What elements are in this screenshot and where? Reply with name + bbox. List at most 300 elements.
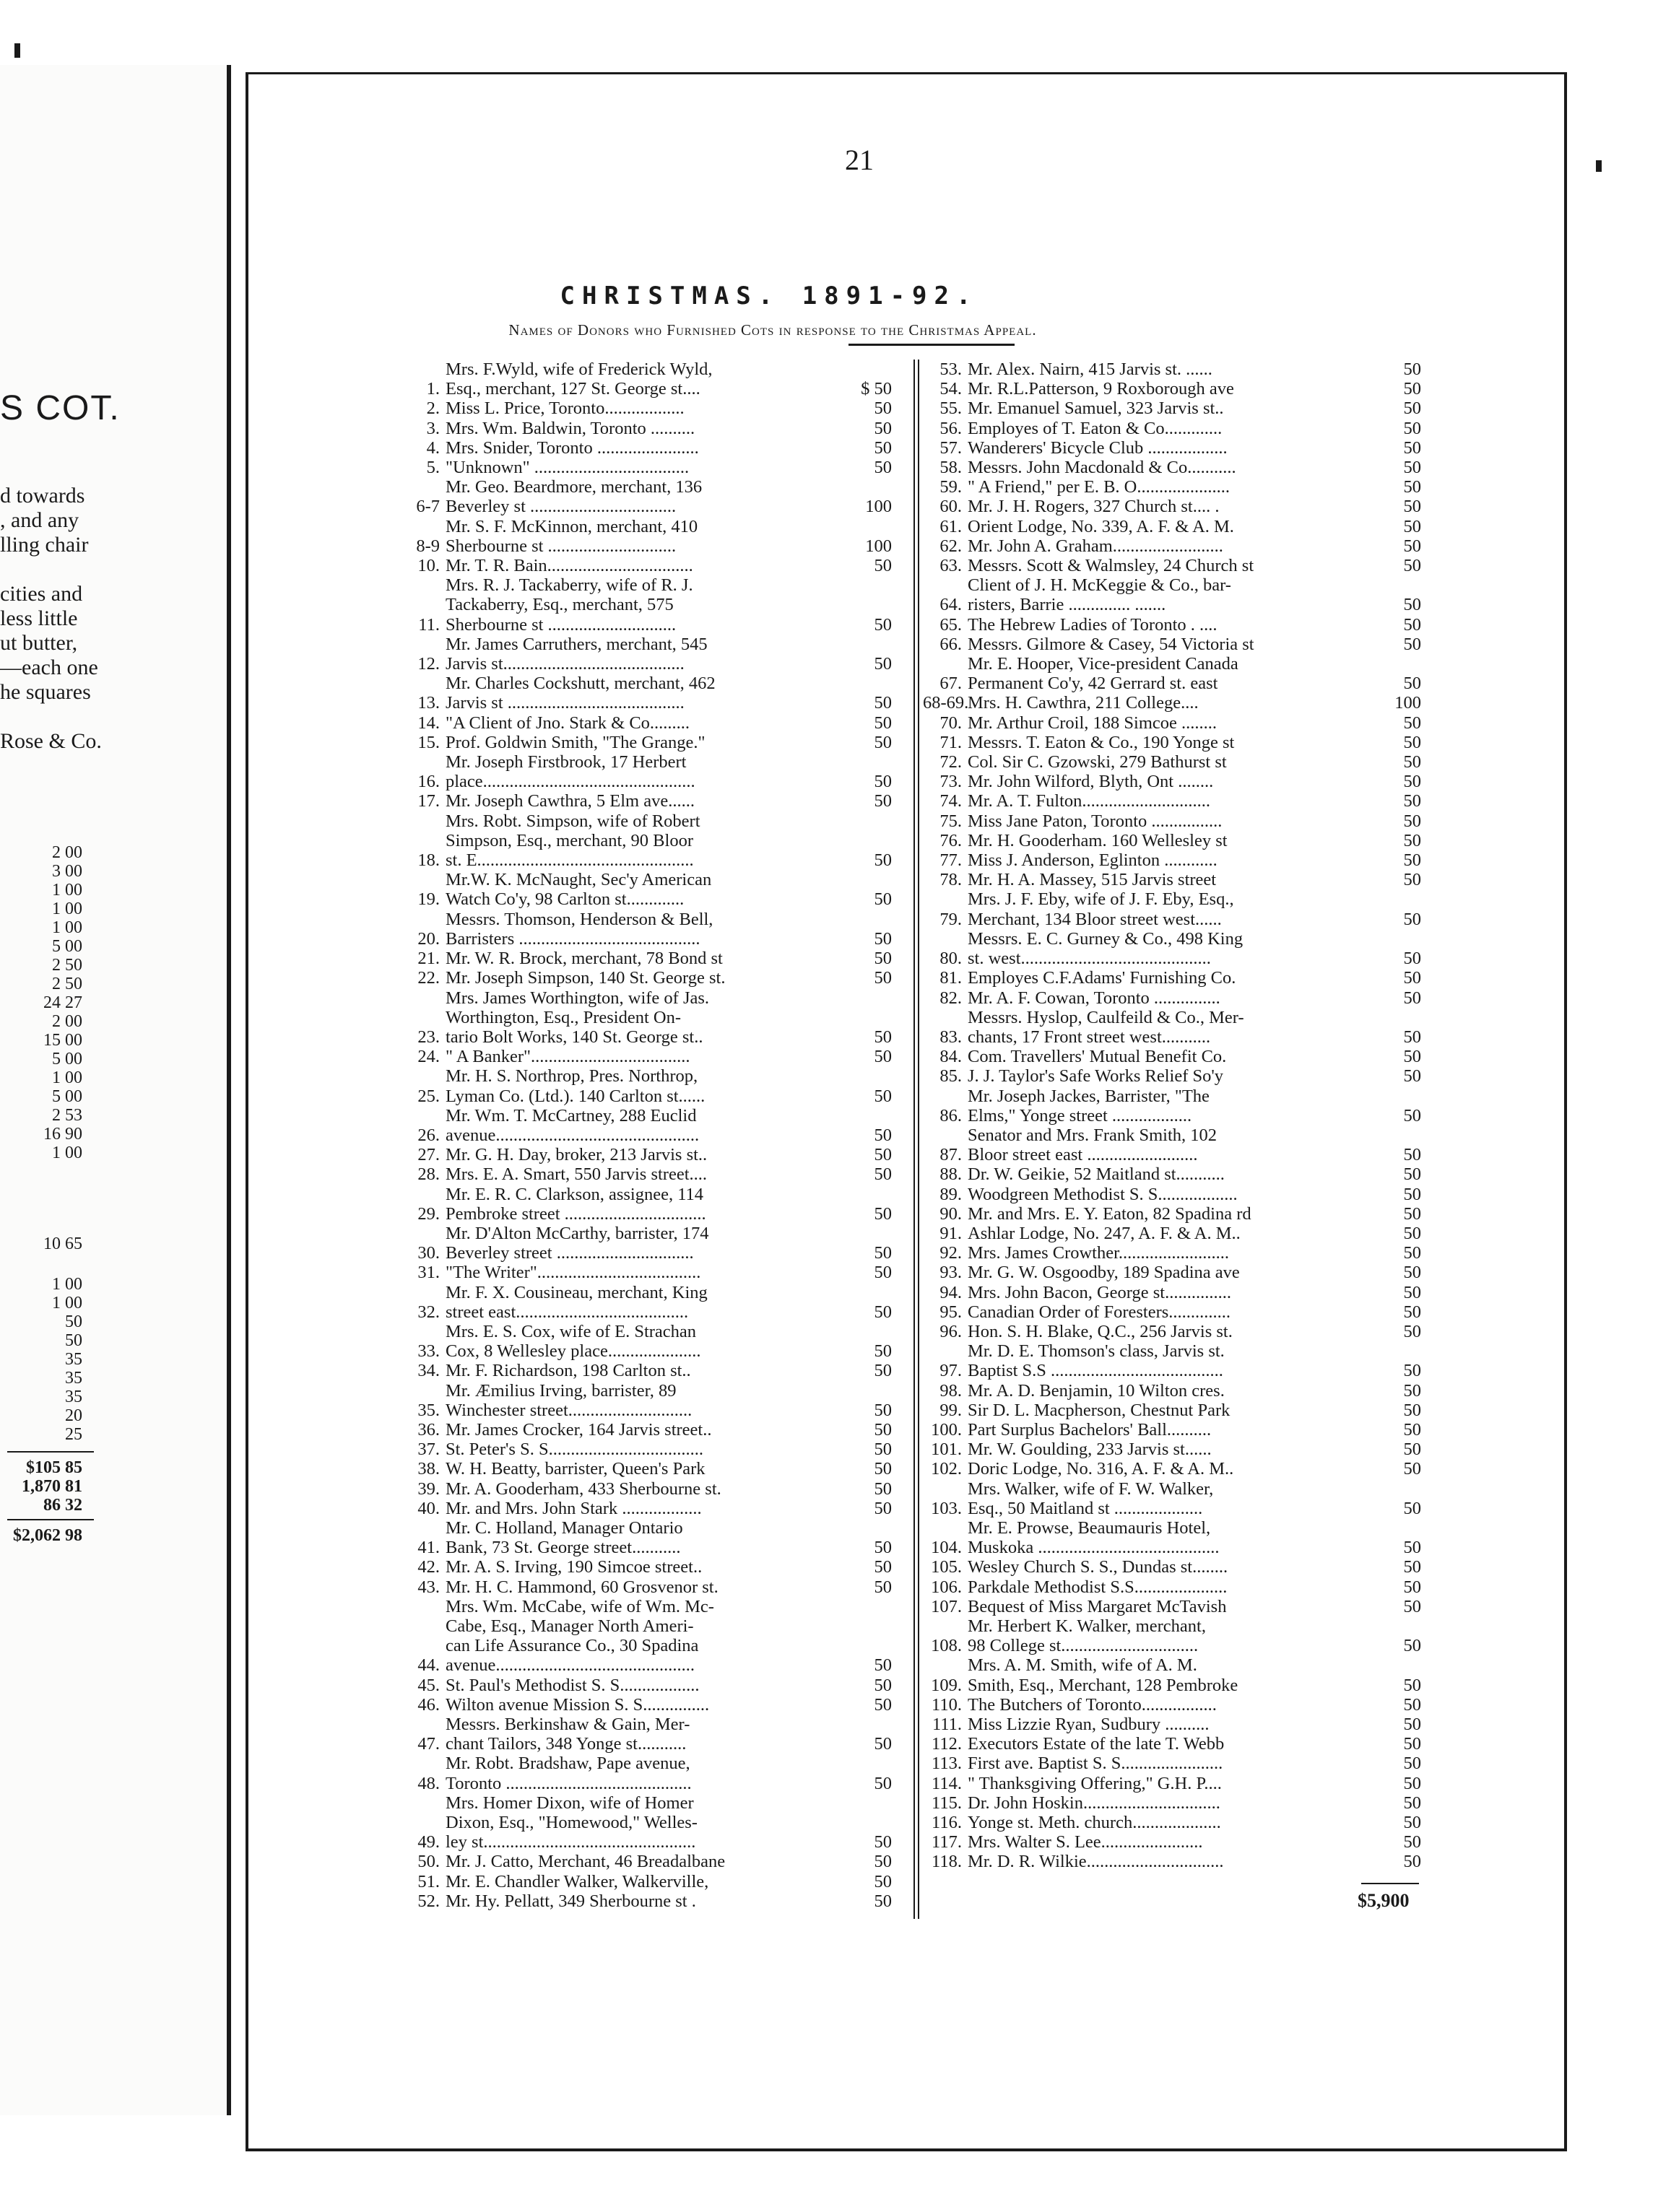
donor-name: St. Peter's S. S...................................	[446, 1440, 703, 1460]
donor-name: Mr. Geo. Beardmore, merchant, 136 Beverley st .................................	[446, 477, 703, 517]
column-divider	[918, 360, 919, 1919]
donation-amount: 50	[1403, 791, 1421, 811]
left-page-line: Rose & Co.	[0, 729, 102, 753]
donor-name: Orient Lodge, No. 339, A. F. & A. M.	[968, 516, 1234, 536]
entry-number: 29.	[417, 1203, 440, 1224]
donor-name: Woodgreen Methodist S. S..................	[968, 1184, 1238, 1204]
entry-number: 63.	[939, 556, 962, 576]
donation-amount: 50	[1403, 614, 1421, 635]
donor-entry	[923, 1420, 1421, 1440]
donation-amount: 50	[1403, 674, 1421, 694]
page-number: 21	[845, 144, 874, 176]
left-page-amount: 1 00	[52, 900, 82, 918]
entry-number: 15.	[417, 732, 440, 752]
donor-name: Mr. F. Richardson, 198 Carlton st..	[446, 1361, 691, 1381]
entry-number: 65.	[939, 614, 962, 635]
left-page-heading: S COT.	[0, 389, 121, 427]
entry-number: 64.	[939, 595, 962, 615]
donor-name: Mrs. F.Wyld, wife of Frederick Wyld, Esq., merchant, 127 St. George st....	[446, 360, 713, 399]
donor-entry	[401, 517, 892, 556]
donation-amount: 50	[1403, 1813, 1421, 1833]
entry-number: 74.	[939, 791, 962, 811]
left-page-line: —each one	[0, 656, 98, 679]
entry-number: 38.	[417, 1459, 440, 1479]
entry-number: 117.	[932, 1832, 962, 1852]
donor-name: Miss J. Anderson, Eglinton ............	[968, 850, 1218, 871]
entry-number: 88.	[939, 1164, 962, 1185]
donor-entry	[923, 575, 1421, 614]
donation-amount: 50	[874, 1773, 892, 1793]
donor-name: W. H. Beatty, barrister, Queen's Park	[446, 1459, 706, 1479]
donor-name: Mrs. E. A. Smart, 550 Jarvis street....	[446, 1164, 708, 1185]
donor-name: Mr. James Crocker, 164 Jarvis street..	[446, 1419, 712, 1440]
donation-amount: 50	[1403, 1694, 1421, 1715]
entry-number: 111.	[932, 1715, 962, 1735]
donor-name: Mr. Joseph Jackes, Barrister, "The Elms," Yonge street ..................	[968, 1086, 1210, 1125]
entry-number: 35.	[417, 1400, 440, 1420]
entry-number: 22.	[417, 968, 440, 988]
donor-name: Miss Jane Paton, Toronto ................	[968, 811, 1223, 831]
entry-number: 97.	[939, 1361, 962, 1381]
donation-amount: 50	[1403, 399, 1421, 419]
donor-name: Parkdale Methodist S.S.....................	[968, 1577, 1228, 1597]
donor-name: Mrs. John Bacon, George st...............	[968, 1282, 1231, 1302]
donor-name: Mrs. Walker, wife of F. W. Walker, Esq., 50 Maitland st ....................	[968, 1479, 1214, 1518]
entry-number: 5.	[426, 458, 440, 478]
donor-name: Messrs. Scott & Walmsley, 24 Church st	[968, 556, 1254, 576]
entry-number: 44.	[417, 1655, 440, 1676]
donor-entry	[401, 438, 892, 458]
left-page-sum-rule	[7, 1451, 94, 1453]
entry-number: 87.	[939, 1145, 962, 1165]
donor-name: Messrs. E. C. Gurney & Co., 498 King st. west...........................................	[968, 928, 1244, 969]
entry-number: 93.	[939, 1263, 962, 1283]
entry-number: 67.	[939, 674, 962, 694]
donation-amount: 50	[874, 1164, 892, 1185]
donation-amount: 50	[1403, 1832, 1421, 1852]
donor-entry	[923, 1695, 1421, 1715]
entry-number: 54.	[939, 379, 962, 399]
donor-entry	[923, 536, 1421, 556]
left-page-amount: 86 32	[43, 1496, 82, 1515]
donor-entry	[401, 811, 892, 871]
donor-entry	[923, 1597, 1421, 1616]
donor-entry	[923, 497, 1421, 516]
donor-entry	[401, 1793, 892, 1852]
column-divider	[913, 360, 915, 1919]
donor-name: Mrs. Robt. Simpson, wife of Robert Simpson, Esq., merchant, 90 Bloor st. E.................................................	[446, 811, 700, 871]
donor-entry	[923, 399, 1421, 418]
donor-name: Mr. D'Alton McCarthy, barrister, 174 Beverley street ...............................	[446, 1223, 709, 1263]
entry-number: 33.	[417, 1341, 440, 1362]
donation-amount: 50	[874, 458, 892, 478]
donor-entry	[923, 811, 1421, 831]
donation-amount: 100	[1394, 693, 1421, 713]
entry-number: 83.	[939, 1027, 962, 1047]
entry-number: 11.	[418, 614, 440, 635]
donation-amount: 50	[1403, 850, 1421, 871]
donation-amount: 50	[1403, 713, 1421, 733]
donor-name: Prof. Goldwin Smith, "The Grange."	[446, 732, 706, 752]
donation-amount: 50	[1403, 870, 1421, 890]
entry-number: 84.	[939, 1047, 962, 1067]
donation-amount: 50	[874, 1243, 892, 1263]
entry-number: 72.	[939, 752, 962, 772]
donor-list-left	[401, 360, 892, 1911]
donation-amount: 50	[1403, 458, 1421, 478]
donation-amount: 50	[1403, 949, 1421, 969]
donor-entry	[401, 1577, 892, 1597]
left-page-amount: 10 65	[43, 1235, 82, 1253]
donor-name: "Unknown" ...................................	[446, 458, 690, 478]
page-subtitle: Names of Donors who Furnished Cots in response to the Christmas Appeal.	[508, 321, 1037, 339]
donor-name: Mrs. Walter S. Lee.......................	[968, 1832, 1203, 1852]
donor-entry	[923, 1813, 1421, 1832]
donor-name: Mr. H. C. Hammond, 60 Grosvenor st.	[446, 1577, 719, 1597]
donor-name: Employes C.F.Adams' Furnishing Co.	[968, 968, 1236, 988]
donor-entry	[923, 1754, 1421, 1773]
entry-number: 112.	[932, 1734, 962, 1754]
donor-entry	[923, 517, 1421, 536]
donor-entry	[401, 419, 892, 438]
donation-amount: 50	[874, 1419, 892, 1440]
donation-amount: 50	[1403, 772, 1421, 792]
left-page-amount: 2 00	[52, 1012, 82, 1031]
entry-number: 95.	[939, 1302, 962, 1322]
entry-number: 114.	[932, 1773, 962, 1793]
donation-amount: 50	[1403, 1715, 1421, 1735]
entry-number: 81.	[939, 968, 962, 988]
donor-name: Messrs. Thomson, Henderson & Bell, Barristers .........................................	[446, 909, 713, 949]
donor-name: Wanderers' Bicycle Club ..................	[968, 437, 1228, 458]
donor-entry	[401, 1145, 892, 1164]
scan-speck	[14, 43, 20, 58]
donation-amount: 50	[874, 1577, 892, 1597]
entry-number: 36.	[417, 1419, 440, 1440]
donor-name: Mr. Alex. Nairn, 415 Jarvis st. ......	[968, 360, 1212, 379]
entry-number: 37.	[417, 1440, 440, 1460]
donation-amount: 100	[865, 536, 892, 556]
donation-amount: 50	[1403, 497, 1421, 517]
donor-entry	[923, 635, 1421, 654]
donor-name: Part Surplus Bachelors' Ball..........	[968, 1419, 1212, 1440]
donor-name: Canadian Order of Foresters..............	[968, 1302, 1231, 1322]
entry-number: 25.	[417, 1086, 440, 1106]
donor-entry	[923, 438, 1421, 458]
entry-number: 105.	[931, 1557, 962, 1577]
left-page-amount: 2 50	[52, 956, 82, 975]
left-page-amount: 1 00	[52, 1294, 82, 1312]
donation-amount: 50	[874, 437, 892, 458]
donation-amount: 50	[1403, 477, 1421, 497]
entry-number: 4.	[426, 437, 440, 458]
donation-amount: $ 50	[861, 379, 892, 399]
donor-entry	[923, 1302, 1421, 1322]
donor-name: J. J. Taylor's Safe Works Relief So'y	[968, 1066, 1224, 1087]
entry-number: 24.	[417, 1047, 440, 1067]
donor-entry	[401, 910, 892, 949]
donor-entry	[401, 1283, 892, 1322]
donor-entry	[401, 1440, 892, 1459]
donor-entry	[923, 1655, 1421, 1694]
donation-amount: 50	[874, 713, 892, 733]
donor-name: Mr. A. Gooderham, 433 Sherbourne st.	[446, 1479, 721, 1499]
left-page-line: he squares	[0, 680, 91, 704]
left-page-total: $2,062 98	[13, 1526, 82, 1545]
donation-amount: 50	[1403, 360, 1421, 379]
donation-amount: 50	[1403, 1852, 1421, 1872]
donation-amount: 50	[874, 1263, 892, 1283]
entry-number: 71.	[939, 732, 962, 752]
left-page-amount: 3 00	[52, 862, 82, 881]
donation-amount: 50	[1403, 1459, 1421, 1479]
donor-entry	[923, 733, 1421, 752]
donor-entry	[923, 1616, 1421, 1655]
donation-amount: 50	[1403, 1263, 1421, 1283]
donation-amount: 50	[874, 1027, 892, 1047]
left-page-amount: 15 00	[43, 1031, 82, 1050]
donation-amount: 50	[1403, 1675, 1421, 1695]
entry-number: 109.	[931, 1675, 962, 1695]
entry-number: 57.	[939, 437, 962, 458]
entry-number: 77.	[939, 850, 962, 871]
scan-speck	[1596, 160, 1602, 172]
entry-number: 1.	[426, 379, 440, 399]
donor-name: Col. Sir C. Gzowski, 279 Bathurst st	[968, 752, 1227, 772]
donor-name: Mr. A. S. Irving, 190 Simcoe street..	[446, 1557, 703, 1577]
donor-entry	[923, 1440, 1421, 1459]
donor-name: Mrs. Wm. Baldwin, Toronto ..........	[446, 418, 695, 438]
donation-amount: 50	[874, 418, 892, 438]
donation-amount: 50	[1403, 1184, 1421, 1204]
entry-number: 85.	[939, 1066, 962, 1087]
donor-name: Messrs. T. Eaton & Co., 190 Yonge st	[968, 732, 1235, 752]
donor-list-right	[923, 360, 1421, 1872]
donation-amount: 50	[1403, 556, 1421, 576]
donor-entry	[401, 1557, 892, 1577]
donor-entry	[401, 1499, 892, 1518]
donor-entry	[923, 379, 1421, 399]
donor-entry	[923, 693, 1421, 713]
donor-name: Mr. H. Gooderham. 160 Wellesley st	[968, 830, 1228, 850]
donation-amount: 50	[1403, 1538, 1421, 1558]
entry-number: 91.	[939, 1223, 962, 1243]
donor-entry	[923, 1401, 1421, 1420]
donation-amount: 50	[1403, 1596, 1421, 1616]
entry-number: 20.	[417, 928, 440, 949]
donation-amount: 50	[874, 889, 892, 910]
donor-entry	[923, 360, 1421, 379]
entry-number: 14.	[417, 713, 440, 733]
entry-number: 42.	[417, 1557, 440, 1577]
left-page-line: d towards	[0, 484, 85, 508]
donation-amount: 50	[874, 791, 892, 811]
entry-number: 103.	[931, 1498, 962, 1518]
donor-name: Mr. T. R. Bain.................................	[446, 556, 693, 576]
left-page-sum-rule	[7, 1519, 94, 1520]
donation-amount: 50	[1403, 418, 1421, 438]
left-page-line: lling chair	[0, 533, 89, 557]
donor-name: Mr. Arthur Croil, 188 Simcoe ........	[968, 713, 1218, 733]
donor-entry	[401, 1047, 892, 1066]
donor-name: Mr. and Mrs. John Stark ..................	[446, 1498, 702, 1518]
donor-name: Dr. W. Geikie, 52 Maitland st...........	[968, 1164, 1225, 1185]
donor-entry	[923, 1066, 1421, 1086]
donation-amount: 50	[1403, 1145, 1421, 1165]
donor-name: Mr. R.L.Patterson, 9 Roxborough ave	[968, 379, 1234, 399]
donor-entry	[923, 1283, 1421, 1302]
donor-entry	[923, 1243, 1421, 1263]
entry-number: 49.	[417, 1832, 440, 1852]
donor-name: Mr. C. Holland, Manager Ontario Bank, 73 St. George street...........	[446, 1518, 683, 1558]
donor-name: Mr. G. H. Day, broker, 213 Jarvis st..	[446, 1145, 708, 1165]
donor-entry	[401, 360, 892, 399]
donor-name: Mr. H. A. Massey, 515 Jarvis street	[968, 870, 1217, 890]
donor-entry	[923, 1224, 1421, 1243]
entry-number: 31.	[417, 1263, 440, 1283]
entry-number: 96.	[939, 1321, 962, 1341]
donor-entry	[401, 1852, 892, 1871]
donor-name: Mr. A. D. Benjamin, 10 Wilton cres.	[968, 1380, 1225, 1401]
donor-name: Mr. J. Catto, Merchant, 46 Breadalbane	[446, 1852, 726, 1872]
donation-amount: 50	[874, 1832, 892, 1852]
entry-number: 100.	[931, 1419, 962, 1440]
donation-amount: 50	[1403, 1027, 1421, 1047]
donor-entry	[401, 399, 892, 418]
entry-number: 46.	[417, 1694, 440, 1715]
donor-entry	[923, 477, 1421, 497]
donation-amount: 50	[1403, 536, 1421, 556]
donor-name: " A Friend," per E. B. O.....................	[968, 477, 1230, 497]
donor-name: Mrs. James Crowther.........................	[968, 1243, 1230, 1263]
donor-name: Mr. Emanuel Samuel, 323 Jarvis st..	[968, 399, 1224, 419]
donation-amount: 50	[874, 1498, 892, 1518]
donor-name: Mr. and Mrs. E. Y. Eaton, 82 Spadina rd	[968, 1203, 1251, 1224]
donation-amount: 50	[874, 772, 892, 792]
entry-number: 94.	[939, 1282, 962, 1302]
donor-entry	[401, 635, 892, 674]
donor-entry	[923, 850, 1421, 870]
donation-amount: 50	[874, 1479, 892, 1499]
donor-name: Messrs. Berkinshaw & Gain, Mer- chant Tailors, 348 Yonge st...........	[446, 1715, 690, 1754]
donor-name: Mrs. J. F. Eby, wife of J. F. Eby, Esq., Merchant, 134 Bloor street west......	[968, 889, 1234, 929]
donor-name: Mr. W. R. Brock, merchant, 78 Bond st	[446, 949, 723, 969]
donor-name: Mrs. James Worthington, wife of Jas. Worthington, Esq., President On- tario Bolt Works, 140 St. George st..	[446, 988, 710, 1047]
donation-amount: 50	[874, 1459, 892, 1479]
donor-entry	[923, 713, 1421, 733]
donation-amount: 50	[874, 949, 892, 969]
donor-name: Mrs. Wm. McCabe, wife of Wm. Mc- Cabe, Esq., Manager North Ameri- can Life Assurance Co., 30 Spadina avenue.............................................	[446, 1596, 714, 1676]
entry-number: 55.	[939, 399, 962, 419]
left-page-line: cities and	[0, 582, 83, 606]
left-page-amount: 24 27	[43, 993, 82, 1012]
donor-entry	[923, 1047, 1421, 1066]
donor-entry	[923, 1852, 1421, 1871]
donation-amount: 50	[1403, 1282, 1421, 1302]
donor-name: Mr. Æmilius Irving, barrister, 89 Winchester street............................	[446, 1380, 693, 1420]
entry-number: 28.	[417, 1164, 440, 1185]
left-page-amount: 5 00	[52, 937, 82, 956]
donation-amount: 50	[874, 1341, 892, 1362]
entry-number: 32.	[417, 1302, 440, 1322]
donor-name: Executors Estate of the late T. Webb	[968, 1734, 1225, 1754]
entry-number: 51.	[417, 1871, 440, 1891]
donor-entry	[401, 752, 892, 791]
entry-number: 43.	[417, 1577, 440, 1597]
donation-amount: 100	[865, 497, 892, 517]
donor-entry	[923, 889, 1421, 928]
donor-name: Mrs. R. J. Tackaberry, wife of R. J. Tackaberry, Esq., merchant, 575 Sherbourne st .............................	[446, 575, 693, 635]
donor-entry	[923, 1577, 1421, 1597]
donor-entry	[923, 1341, 1421, 1380]
donation-amount: 50	[1403, 988, 1421, 1008]
left-page-amount: 1 00	[52, 1144, 82, 1162]
donor-entry	[923, 929, 1421, 968]
donor-entry	[923, 654, 1421, 693]
left-page-amount: 16 90	[43, 1125, 82, 1144]
donor-name: Mr. Joseph Simpson, 140 St. George st.	[446, 968, 726, 988]
donation-amount: 50	[874, 1145, 892, 1165]
donor-entry	[401, 1361, 892, 1380]
entry-number: 23.	[417, 1027, 440, 1047]
donor-entry	[401, 674, 892, 713]
entry-number: 92.	[939, 1243, 962, 1263]
donor-entry	[923, 1322, 1421, 1341]
entry-number: 39.	[417, 1479, 440, 1499]
donor-name: "A Client of Jno. Stark & Co.........	[446, 713, 690, 733]
donor-entry	[923, 752, 1421, 772]
donor-entry	[923, 1125, 1421, 1164]
entry-number: 115.	[932, 1793, 962, 1813]
donor-entry	[401, 1106, 892, 1145]
donor-entry	[923, 615, 1421, 635]
left-facing-page	[0, 65, 231, 2115]
donor-entry	[401, 477, 892, 516]
left-page-amount: 2 00	[52, 843, 82, 862]
donation-amount: 50	[1403, 595, 1421, 615]
donation-amount: 50	[874, 1400, 892, 1420]
donor-entry	[401, 458, 892, 477]
donor-entry	[401, 1185, 892, 1224]
donor-name: Bequest of Miss Margaret McTavish	[968, 1596, 1227, 1616]
donor-entry	[923, 1479, 1421, 1518]
donor-entry	[923, 1832, 1421, 1852]
donor-entry	[401, 1715, 892, 1754]
donation-amount: 50	[874, 850, 892, 871]
entry-number: 98.	[939, 1380, 962, 1401]
page-title: CHRISTMAS. 1891-92.	[560, 282, 978, 310]
donor-name: Mr. E. Prowse, Beaumauris Hotel, Muskoka .........................................	[968, 1518, 1220, 1558]
donation-amount: 50	[1403, 1380, 1421, 1401]
donation-amount: 50	[874, 1361, 892, 1381]
entry-number: 58.	[939, 458, 962, 478]
donor-entry	[923, 1518, 1421, 1557]
donor-entry	[401, 988, 892, 1048]
donor-entry	[401, 1518, 892, 1557]
donation-amount: 50	[1403, 909, 1421, 929]
donor-entry	[923, 1087, 1421, 1125]
donation-amount: 50	[874, 1047, 892, 1067]
donor-entry	[401, 1164, 892, 1184]
left-page-amount: 25	[65, 1425, 82, 1444]
donor-name: Mr. A. F. Cowan, Toronto ...............	[968, 988, 1220, 1008]
donor-entry	[401, 1891, 892, 1911]
donor-entry	[923, 1204, 1421, 1224]
left-page-amount: 50	[65, 1312, 82, 1331]
donation-amount: 50	[1403, 634, 1421, 654]
left-page-amount: 2 50	[52, 975, 82, 993]
donor-name: Miss L. Price, Toronto..................	[446, 399, 685, 419]
